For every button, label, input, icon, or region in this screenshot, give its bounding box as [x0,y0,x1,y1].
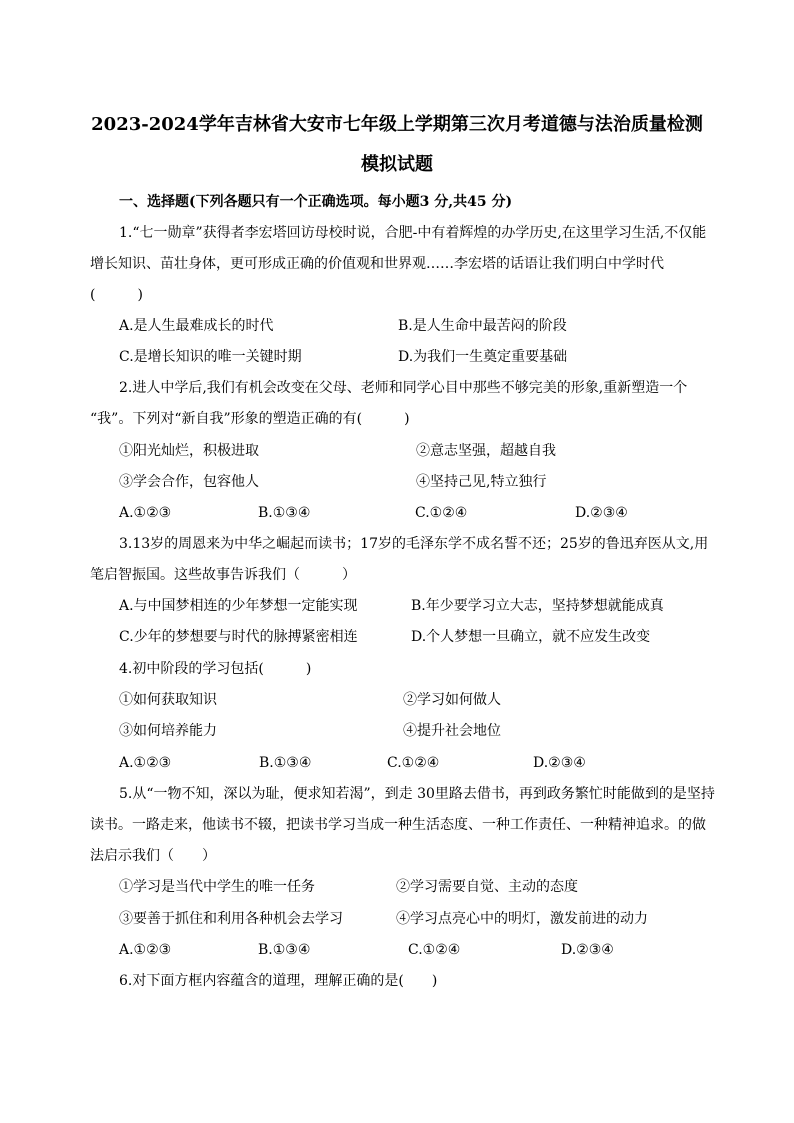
q4-statement-4: ④提升社会地位 [403,723,501,739]
q4-option-d: D.②③④ [533,755,586,771]
q5-option-c: C.①②④ [408,942,461,958]
q2-option-c: C.①②④ [415,505,468,521]
section-heading: 一、选择题(下列各题只有一个正确选项。每小题3 分,共45 分) [119,194,513,210]
q2-option-b: B.①③④ [258,505,311,521]
question-2-text: 2.进人中学后,我们有机会改变在父母、老师和同学心目中那些不够完美的形象,重新塑造一个 [119,380,688,396]
page-title: 2023-2024学年吉林省大安市七年级上学期第三次月考道德与法治质量检测 [91,114,703,135]
q4-statement-1: ①如何获取知识 [119,692,217,708]
question-3-text: 3.13岁的周恩来为中华之崛起而读书；17岁的毛泽东学不成名誓不还；25岁的鲁迅弃医从文,用 [119,536,709,552]
question-1-answer-blank: ( ) [90,287,143,303]
question-1-text-cont: 增长知识、苗壮身体，更可形成正确的价值观和世界观……李宏塔的话语让我们明白中学时代 [90,256,664,272]
question-3-text-cont: 笔启智振国。这些故事告诉我们（ ） [90,567,356,583]
q4-option-b: B.①③④ [259,755,312,771]
q4-statement-3: ③如何培养能力 [119,723,217,739]
q2-statement-3: ③学会合作，包容他人 [119,474,259,490]
q5-option-a: A.①②③ [119,942,172,958]
q2-statement-2: ②意志坚强，超越自我 [416,443,556,459]
question-5-text-cont2: 法启示我们（ ） [90,848,216,864]
q2-option-a: A.①②③ [119,505,172,521]
q5-option-d: D.②③④ [561,942,614,958]
q5-statement-3: ③要善于抓住和利用各种机会去学习 [119,911,343,927]
q1-option-a: A.是人生最难成长的时代 [119,318,274,334]
q2-statement-1: ①阳光灿烂，积极进取 [119,443,259,459]
q4-statement-2: ②学习如何做人 [403,692,501,708]
question-4-text: 4.初中阶段的学习包括( ) [119,661,312,677]
q4-option-a: A.①②③ [119,755,172,771]
q4-option-c: C.①②④ [387,755,440,771]
q1-option-d: D.为我们一生奠定重要基础 [398,349,568,365]
q1-option-c: C.是增长知识的唯一关键时期 [119,349,302,365]
question-2-text-cont: “我”。下列对“新自我”形象的塑造正确的有( ) [90,411,410,427]
q5-option-b: B.①③④ [258,942,311,958]
q5-statement-1: ①学习是当代中学生的唯一任务 [119,879,315,895]
question-5-text-cont: 读书。一路走来，他读书不辍，把读书学习当成一种生活态度、一种工作责任、一种精神追求。的做 [90,817,706,833]
q3-option-a: A.与中国梦相连的少年梦想一定能实现 [119,598,358,614]
q3-option-b: B.年少要学习立大志，坚持梦想就能成真 [411,598,664,614]
q3-option-c: C.少年的梦想要与时代的脉搏紧密相连 [119,629,358,645]
q5-statement-4: ④学习点亮心中的明灯，激发前进的动力 [396,911,648,927]
q5-statement-2: ②学习需要自觉、主动的态度 [396,879,578,895]
question-6-text: 6.对下面方框内容蕴含的道理，理解正确的是( ) [119,973,438,989]
question-5-text: 5.从“一物不知，深以为耻，便求知若渴”，到走 30里路去借书，再到政务繁忙时能做到的是坚持 [119,786,715,802]
question-1-text: 1.“七一勋章”获得者李宏塔回访母校时说，合肥-中有着辉煌的办学历史,在这里学习生活,不仅能 [119,225,707,241]
q2-option-d: D.②③④ [575,505,628,521]
q3-option-d: D.个人梦想一旦确立，就不应发生改变 [411,629,651,645]
q2-statement-4: ④坚持己见,特立独行 [416,474,547,490]
q1-option-b: B.是人生命中最苦闷的阶段 [398,318,567,334]
page-subtitle: 模拟试题 [361,154,433,175]
